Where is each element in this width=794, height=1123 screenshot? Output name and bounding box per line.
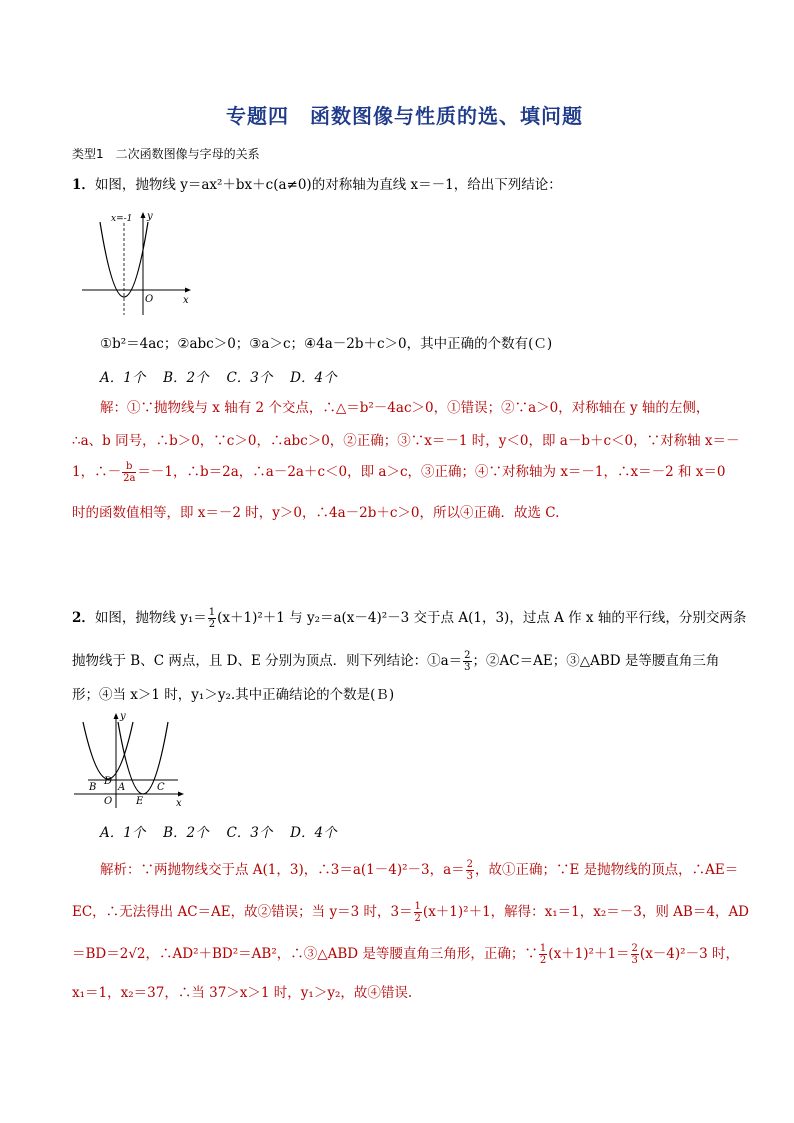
q1-solution-fraction: $\frac{b}{2a}$ (123, 461, 136, 484)
q1-option-b: B．2个 (163, 370, 209, 386)
q2-x-arrow (178, 792, 184, 797)
q2-y-arrow (114, 713, 119, 719)
page-title: 专题四 函数图像与性质的选、填问题 (226, 104, 583, 128)
q1-origin-label: O (145, 294, 154, 305)
q2-point-d: D (104, 776, 113, 787)
q1-options (100, 366, 337, 386)
type-heading: 类型1 二次函数图像与字母的关系 (72, 147, 260, 161)
q2-stem-fraction-1: $\frac{1}{2}$ (208, 607, 216, 630)
q1-solution-line-2: ∴a、b 同号，∴b＞0，∵c＞0，∴abc＞0，②正确；③∵x＝－1 时，y＜0，即 a－b＋c＜0，∵对称轴 x＝－ (72, 433, 740, 449)
q2-solution-line-2: EC，∴无法得出 AC＝AE，故②错误；当 y＝3 时，3＝ $\frac{1}{2}$ (x＋1)²＋1，解得：x₁＝1，x₂＝－3，则 AB＝4，AD (72, 901, 750, 924)
q1-option-d: D．4个 (290, 370, 337, 386)
q2-y-label: y (120, 711, 126, 722)
q2-stem-line-3: 形；④当 x＞1 时，y₁＞y₂.其中正确结论的个数是(Ｂ) (72, 687, 395, 703)
q2-stem-fraction-2: $\frac{2}{3}$ (464, 650, 471, 673)
q1-axis-label: x=-1 (111, 214, 133, 224)
q1-solution-line-4: 时的函数值相等，即 x＝－2 时，y＞0，∴4a－2b＋c＞0，所以④正确．故选 C. (72, 505, 560, 521)
q2-solution-fraction-3: $\frac{1}{2}$ (539, 943, 547, 966)
q2-point-e: E (136, 796, 144, 807)
q1-option-a: A．1个 (100, 370, 146, 386)
q2-figure (72, 708, 192, 810)
q1-x-arrow (185, 288, 191, 293)
q2-option-b: B．2个 (163, 825, 209, 841)
q2-solution-line-4: x₁＝1，x₂＝37，∴当 37＞x＞1 时，y₁＞y₂，故④错误. (72, 985, 413, 1001)
q2-parabola-y1 (83, 722, 133, 779)
q2-solution-fraction-4: $\frac{2}{3}$ (631, 943, 638, 966)
q2-solution-line-3: ＝BD＝2√2，∴AD²＋BD²＝AB²，∴③△ABD 是等腰直角三角形，正确；∵ $\frac{1}{2}$ (x＋1)²＋1＝ $\frac{2}{3}$ (x－4)²－3 时， (72, 943, 739, 966)
q1-figure (80, 207, 195, 322)
q1-stem: 1．如图，抛物线 y＝ax²＋bx＋c(a≠0)的对称轴为直线 x＝－1，给出下列结论： (72, 177, 562, 193)
q2-option-c: C．3个 (226, 825, 273, 841)
q1-conclusions: ①b²＝4ac；②abc＞0；③a＞c；④4a－2b＋c＞0，其中正确的个数有(Ｃ) (100, 336, 553, 352)
q1-solution-line-3: 1，∴－ $\frac{b}{2a}$ ＝－1，∴b＝2a，∴a－2a＋c＜0，即 a＞c，③正确；④∵对称轴为 x＝－1，∴x＝－2 和 x＝0 (72, 461, 726, 484)
q2-stem-line-1: 2．如图，抛物线 y₁＝ $\frac{1}{2}$ (x＋1)²＋1 与 y₂＝a(x－4)²－3 交于点 A(1，3)，过点 A 作 x 轴的平行线，分别交两条 (72, 607, 747, 630)
q2-point-c: C (157, 782, 165, 793)
q1-x-label: x (183, 295, 189, 306)
q2-origin-label: O (104, 796, 113, 807)
q2-solution-fraction-1: $\frac{2}{3}$ (466, 859, 474, 882)
q1-y-label: y (147, 211, 153, 222)
q2-point-a: A (118, 782, 126, 793)
q1-option-c: C．3个 (226, 370, 273, 386)
q1-solution-line-1: 解：①∵抛物线与 x 轴有 2 个交点，∴△＝b²－4ac＞0，①错误；②∵a＞0，对称轴在 y 轴的左侧， (100, 400, 710, 416)
q2-stem-line-2: 抛物线于 B、C 两点，且 D、E 分别为顶点．则下列结论：①a＝ $\frac{2}{3}$ ；②AC＝AE；③△ABD 是等腰直角三角 (72, 650, 720, 673)
q2-options (100, 821, 337, 841)
q1-y-arrow (141, 212, 146, 218)
q2-solution-line-1: 解析：∵两抛物线交于点 A(1，3)，∴3＝a(1－4)²－3，a＝ $\frac{2}{3}$ ，故①正确；∵E 是抛物线的顶点，∴AE＝ (100, 859, 739, 882)
q2-point-b: B (89, 782, 97, 793)
q2-solution-fraction-2: $\frac{1}{2}$ (414, 901, 421, 924)
q2-option-d: D．4个 (290, 825, 337, 841)
q2-option-a: A．1个 (100, 825, 146, 841)
q2-x-label: x (176, 798, 182, 809)
